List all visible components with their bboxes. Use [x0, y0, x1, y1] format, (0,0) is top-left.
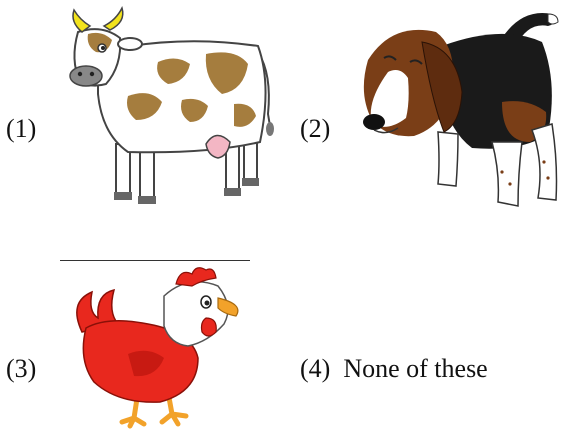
option-2-label: (2) [300, 114, 331, 143]
option-4-number: (4) [300, 354, 331, 383]
hen-image [68, 262, 248, 430]
option-1-label: (1) [6, 114, 37, 143]
cow-image [58, 4, 284, 214]
option-3-label: (3) [6, 354, 37, 383]
option-4-text: None of these [343, 354, 488, 383]
option-4-label [300, 356, 488, 382]
divider-line [60, 260, 250, 261]
dog-image [352, 2, 566, 212]
